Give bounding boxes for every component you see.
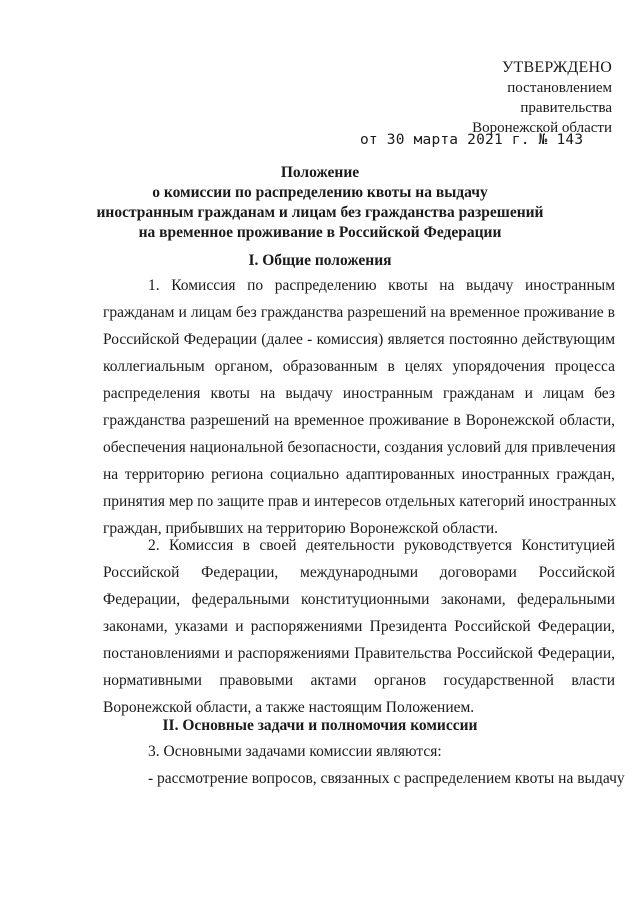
paragraph-line: постановлениями и распоряжениями Правительства Российской Федерации, [103, 645, 615, 662]
title-line-4: на временное проживание в Российской Федерации [138, 224, 502, 241]
paragraph-line: Российской Федерации, международными договорами Российской [103, 564, 615, 581]
paragraph-line: коллегиальным органом, образованным в целях упорядочения процесса [103, 358, 615, 375]
paragraph-line: распределения квоты на выдачу иностранным гражданам и лицам без [103, 385, 615, 402]
paragraph-line: Федерации, федеральными конституционными законами, федеральными [103, 591, 615, 608]
paragraph-line: 2. Комиссия в своей деятельности руководствуется Конституцией [148, 537, 615, 554]
document-title [0, 163, 640, 243]
paragraph-line: нормативными правовыми актами органов государственной власти [103, 672, 615, 689]
paragraph-line: граждан, прибывших на территорию Воронежской области. [103, 520, 499, 537]
approval-heading: УТВЕРЖДЕНО [501, 59, 612, 76]
paragraph-line: законами, указами и распоряжениями Президента Российской Федерации, [103, 618, 615, 635]
paragraph-2 [103, 532, 615, 721]
paragraph-1 [103, 272, 615, 542]
paragraph-line: на территорию региона социально адаптированных иностранных граждан, [103, 466, 615, 483]
title-line-2: о комиссии по распределению квоты на выдачу [152, 184, 488, 201]
paragraph-line: Российской Федерации (далее - комиссия) является постоянно действующим [103, 331, 615, 348]
approval-date: от 30 марта 2021 г. № 143 [360, 132, 584, 148]
approval-line-2: правительства [520, 100, 612, 116]
paragraph-line: гражданам и лицам без гражданства разрешений на временное проживание в [103, 304, 615, 321]
list-item: - рассмотрение вопросов, связанных с распределением квоты на выдачу [148, 770, 625, 787]
section-heading-1: I. Общие положения [248, 252, 392, 269]
paragraph-line: гражданства разрешений на временное проживание в Воронежской области, [103, 412, 615, 429]
paragraph-line: Воронежской области, а также настоящим Положением. [103, 699, 475, 716]
approval-stamp [472, 58, 612, 138]
approval-line-1: постановлением [507, 80, 612, 96]
title-line-1: Положение [280, 164, 360, 181]
section-heading-2: II. Основные задачи и полномочия комиссии [162, 717, 478, 734]
paragraph-line: 3. Основными задачами комиссии являются: [148, 743, 442, 760]
paragraph-line: обеспечения национальной безопасности, создания условий для привлечения [103, 439, 616, 456]
title-line-3: иностранным гражданам и лицам без гражданства разрешений [96, 204, 544, 221]
paragraph-3 [103, 738, 625, 792]
paragraph-line: принятия мер по защите прав и интересов отдельных категорий иностранных [103, 493, 617, 510]
approval-line-3: Воронежской области [472, 120, 612, 136]
paragraph-line: 1. Комиссия по распределению квоты на выдачу иностранным [148, 277, 615, 294]
